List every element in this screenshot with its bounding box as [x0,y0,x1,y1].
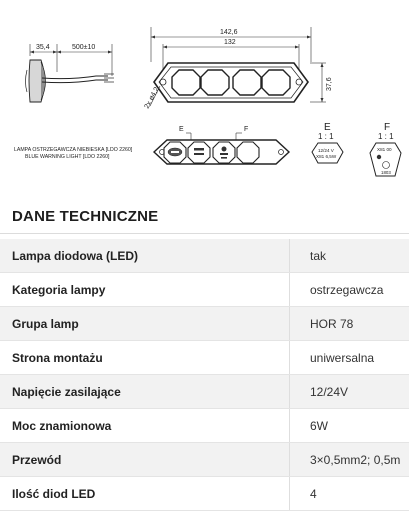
table-row [0,341,409,375]
detail-e-voltage: 12/24 V [318,148,334,153]
drawing-caption-pl: LAMPA OSTRZEGAWCZA NIEBIESKA [LDO 2260] [14,147,133,153]
marker-f: F [244,126,249,133]
spec-value: HOR 78 [290,307,409,341]
spec-key: Ilość diod LED [0,477,290,511]
dim-holes: 2x ø4,2 [143,86,161,110]
detail-e-power: X81 6,5W [316,154,337,159]
table-row [0,375,409,409]
section-divider [0,233,409,234]
spec-value: tak [290,239,409,273]
specs-table [0,239,409,511]
table-row [0,409,409,443]
front-view [144,27,333,110]
table-row [0,443,409,477]
spec-value: uniwersalna [290,341,409,375]
section-title: DANE TECHNICZNE [12,208,159,225]
spec-value: ostrzegawcza [290,273,409,307]
spec-key: Moc znamionowa [0,409,290,443]
detail-f-number: 1803 [381,170,391,175]
dim-cable-length: 500±10 [72,44,96,51]
table-row [0,477,409,511]
marker-e: E [179,126,184,133]
spec-key: Grupa lamp [0,307,290,341]
detail-e-letter: E [324,122,331,133]
detail-e [312,122,343,163]
detail-f-scale: 1 : 1 [378,132,394,141]
detail-e-scale: 1 : 1 [318,132,334,141]
spec-value: 6W [290,409,409,443]
table-row [0,239,409,273]
spec-value: 3×0,5mm2; 0,5m [290,443,409,477]
drawing-caption-en: BLUE WARNING LIGHT [LDO 2260] [25,154,110,160]
spec-key: Strona montażu [0,341,290,375]
dim-overall-width: 142,6 [220,29,238,36]
spec-value: 4 [290,477,409,511]
dim-height: 37,6 [326,77,333,91]
side-view [26,44,115,102]
spec-key: Napięcie zasilające [0,375,290,409]
dim-hole-spacing: 132 [224,39,236,46]
detail-f-code: X81 00 [377,147,392,152]
detail-f-letter: F [384,122,391,133]
back-view [154,126,289,164]
spec-key: Lampa diodowa (LED) [0,239,290,273]
spec-key: Przewód [0,443,290,477]
spec-value: 12/24V [290,375,409,409]
section-header [0,197,409,235]
table-row [0,273,409,307]
detail-f [370,122,401,176]
technical-drawing [0,0,409,190]
dim-depth: 35,4 [36,44,50,51]
table-row [0,307,409,341]
spec-key: Kategoria lampy [0,273,290,307]
